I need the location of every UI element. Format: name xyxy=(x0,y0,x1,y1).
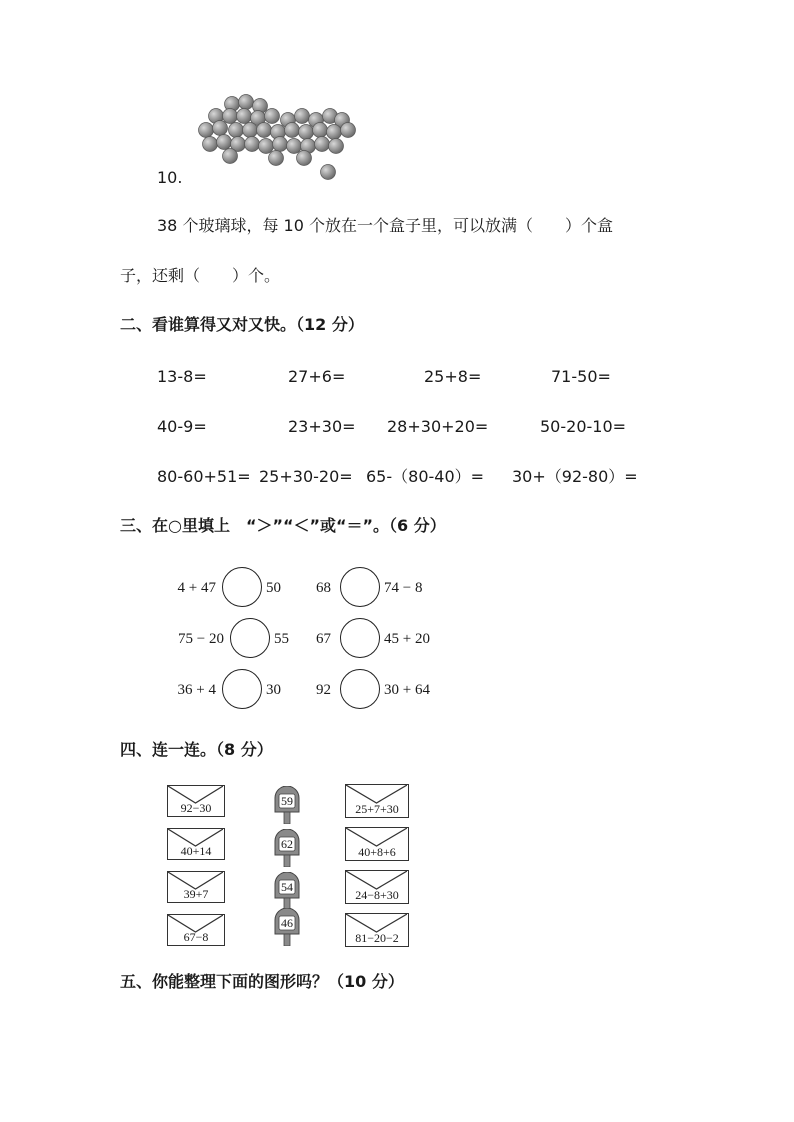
compare-circle-r3[interactable] xyxy=(340,669,380,709)
compare-left-2-b: 55 xyxy=(274,631,289,647)
marble xyxy=(321,165,336,180)
envelope-right-1[interactable] xyxy=(345,784,409,818)
marble xyxy=(237,109,252,124)
envelope-left-1-label: 92−30 xyxy=(180,801,212,815)
marble xyxy=(315,137,330,152)
calc-3-1: 80-60+51= xyxy=(157,467,251,486)
compare-circle-l2[interactable] xyxy=(230,618,270,658)
calc-3-4: 30+（92-80）= xyxy=(512,467,638,486)
envelope-right-4[interactable] xyxy=(345,913,409,947)
mailbox-1[interactable] xyxy=(272,786,302,824)
envelope-left-1[interactable] xyxy=(167,785,225,817)
envelope-right-4-label: 81−20−2 xyxy=(355,931,399,945)
compare-right-2-a: 67 xyxy=(316,631,331,647)
mailbox-3-number: 54 xyxy=(281,880,293,894)
calc-2-4: 50-20-10= xyxy=(540,417,627,436)
compare-right-2-b: 45 + 20 xyxy=(384,631,430,647)
marble xyxy=(213,121,228,136)
marble xyxy=(223,149,238,164)
envelope-left-3-label: 39+7 xyxy=(183,887,209,901)
marble xyxy=(327,125,342,140)
question-10-line-2: 子，还剩（ ）个。 xyxy=(120,266,281,285)
envelope-right-2[interactable] xyxy=(345,827,409,861)
marble xyxy=(299,125,314,140)
mailbox-2[interactable] xyxy=(272,829,302,867)
marble xyxy=(269,151,284,166)
marbles-picture xyxy=(192,92,362,187)
marble xyxy=(199,123,214,138)
mailbox-4[interactable] xyxy=(272,908,302,946)
marble xyxy=(217,135,232,150)
marble xyxy=(203,137,218,152)
envelope-left-3[interactable] xyxy=(167,871,225,903)
compare-left-1-a: 4 + 47 xyxy=(177,580,216,596)
compare-circle-l1[interactable] xyxy=(222,567,262,607)
calc-1-1: 13-8= xyxy=(157,367,207,386)
marble xyxy=(257,123,272,138)
marble xyxy=(245,137,260,152)
marble xyxy=(229,123,244,138)
compare-circle-r2[interactable] xyxy=(340,618,380,658)
mailbox-4-number: 46 xyxy=(281,916,293,930)
question-10-number: 10. xyxy=(157,168,183,187)
marble xyxy=(243,123,258,138)
section-4-heading: 四、连一连。（8 分） xyxy=(120,740,273,759)
compare-right-3-a: 92 xyxy=(316,682,331,698)
section-2-heading: 二、看谁算得又对又快。（12 分） xyxy=(120,315,364,334)
mailbox-2-number: 62 xyxy=(281,837,293,851)
compare-right-3-b: 30 + 64 xyxy=(384,682,430,698)
question-10-line-1: 38 个玻璃球，每 10 个放在一个盒子里，可以放满（ ）个盒 xyxy=(157,216,613,235)
section-5-heading: 五、你能整理下面的图形吗？（10 分） xyxy=(120,972,404,991)
marble xyxy=(265,109,280,124)
calc-1-3: 25+8= xyxy=(424,367,482,386)
marble xyxy=(239,95,254,110)
calc-2-3: 28+30+20= xyxy=(387,417,489,436)
section-3-heading: 三、在○里填上 “＞”“＜”或“＝”。（6 分） xyxy=(120,516,446,535)
compare-left-3-a: 36 + 4 xyxy=(177,682,216,698)
marble xyxy=(287,139,302,154)
envelope-right-3[interactable] xyxy=(345,870,409,904)
marble xyxy=(285,123,300,138)
envelope-left-2-label: 40+14 xyxy=(180,844,212,858)
marble xyxy=(223,109,238,124)
compare-left-3-b: 30 xyxy=(266,682,281,698)
compare-circle-l3[interactable] xyxy=(222,669,262,709)
compare-left-2-a: 75 − 20 xyxy=(178,631,224,647)
marble xyxy=(329,139,344,154)
calc-3-2: 25+30-20= xyxy=(259,467,353,486)
calc-1-4: 71-50= xyxy=(551,367,611,386)
mailbox-3[interactable] xyxy=(272,872,302,910)
envelope-left-4[interactable] xyxy=(167,914,225,946)
compare-circle-r1[interactable] xyxy=(340,567,380,607)
marble xyxy=(313,123,328,138)
compare-right-1-b: 74 − 8 xyxy=(384,580,423,596)
marble xyxy=(273,137,288,152)
marble xyxy=(341,123,356,138)
marble xyxy=(259,139,274,154)
calc-2-1: 40-9= xyxy=(157,417,207,436)
envelope-right-3-label: 24−8+30 xyxy=(355,888,399,902)
calc-1-2: 27+6= xyxy=(288,367,346,386)
envelope-right-2-label: 40+8+6 xyxy=(358,845,396,859)
calc-2-2: 23+30= xyxy=(288,417,356,436)
envelope-left-4-label: 67−8 xyxy=(183,930,209,944)
envelope-right-1-label: 25+7+30 xyxy=(355,802,399,816)
marble xyxy=(297,151,312,166)
marble xyxy=(295,109,310,124)
mailbox-1-number: 59 xyxy=(281,794,293,808)
compare-left-1-b: 50 xyxy=(266,580,281,596)
calc-3-3: 65-（80-40）= xyxy=(366,467,485,486)
question-10 xyxy=(0,0,794,300)
envelope-left-2[interactable] xyxy=(167,828,225,860)
compare-right-1-a: 68 xyxy=(316,580,331,596)
